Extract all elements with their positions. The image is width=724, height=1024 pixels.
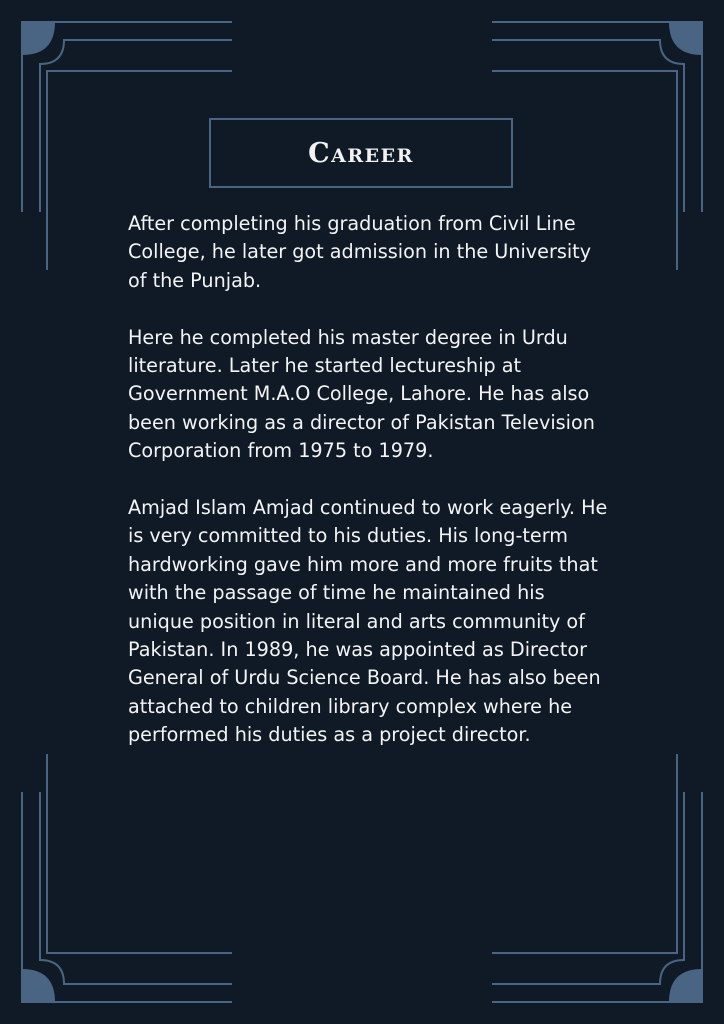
paragraph: Here he completed his master degree in Urdu literature. Later he started lectureship at Government M.A.O College, Lahore. He has also been working as a director of Pakistan Television Corporation from 1975 to 1979.	[128, 325, 595, 463]
paragraph: After completing his graduation from Civil Line College, he later got admission in the University of the Punjab.	[128, 212, 592, 292]
paragraph: Amjad Islam Amjad continued to work eagerly. He is very committed to his duties. His long-term hardworking gave him more and more fruits that with the passage of time he maintained his unique position in literal and arts community of Pakistan. In 1989, he was appointed as Director General of Urdu Science Board. He has also been attached to children library complex where he performed his duties as a project director.	[128, 496, 608, 747]
page-title: Career	[308, 137, 414, 169]
body-text	[128, 210, 608, 750]
title-box	[209, 118, 513, 188]
